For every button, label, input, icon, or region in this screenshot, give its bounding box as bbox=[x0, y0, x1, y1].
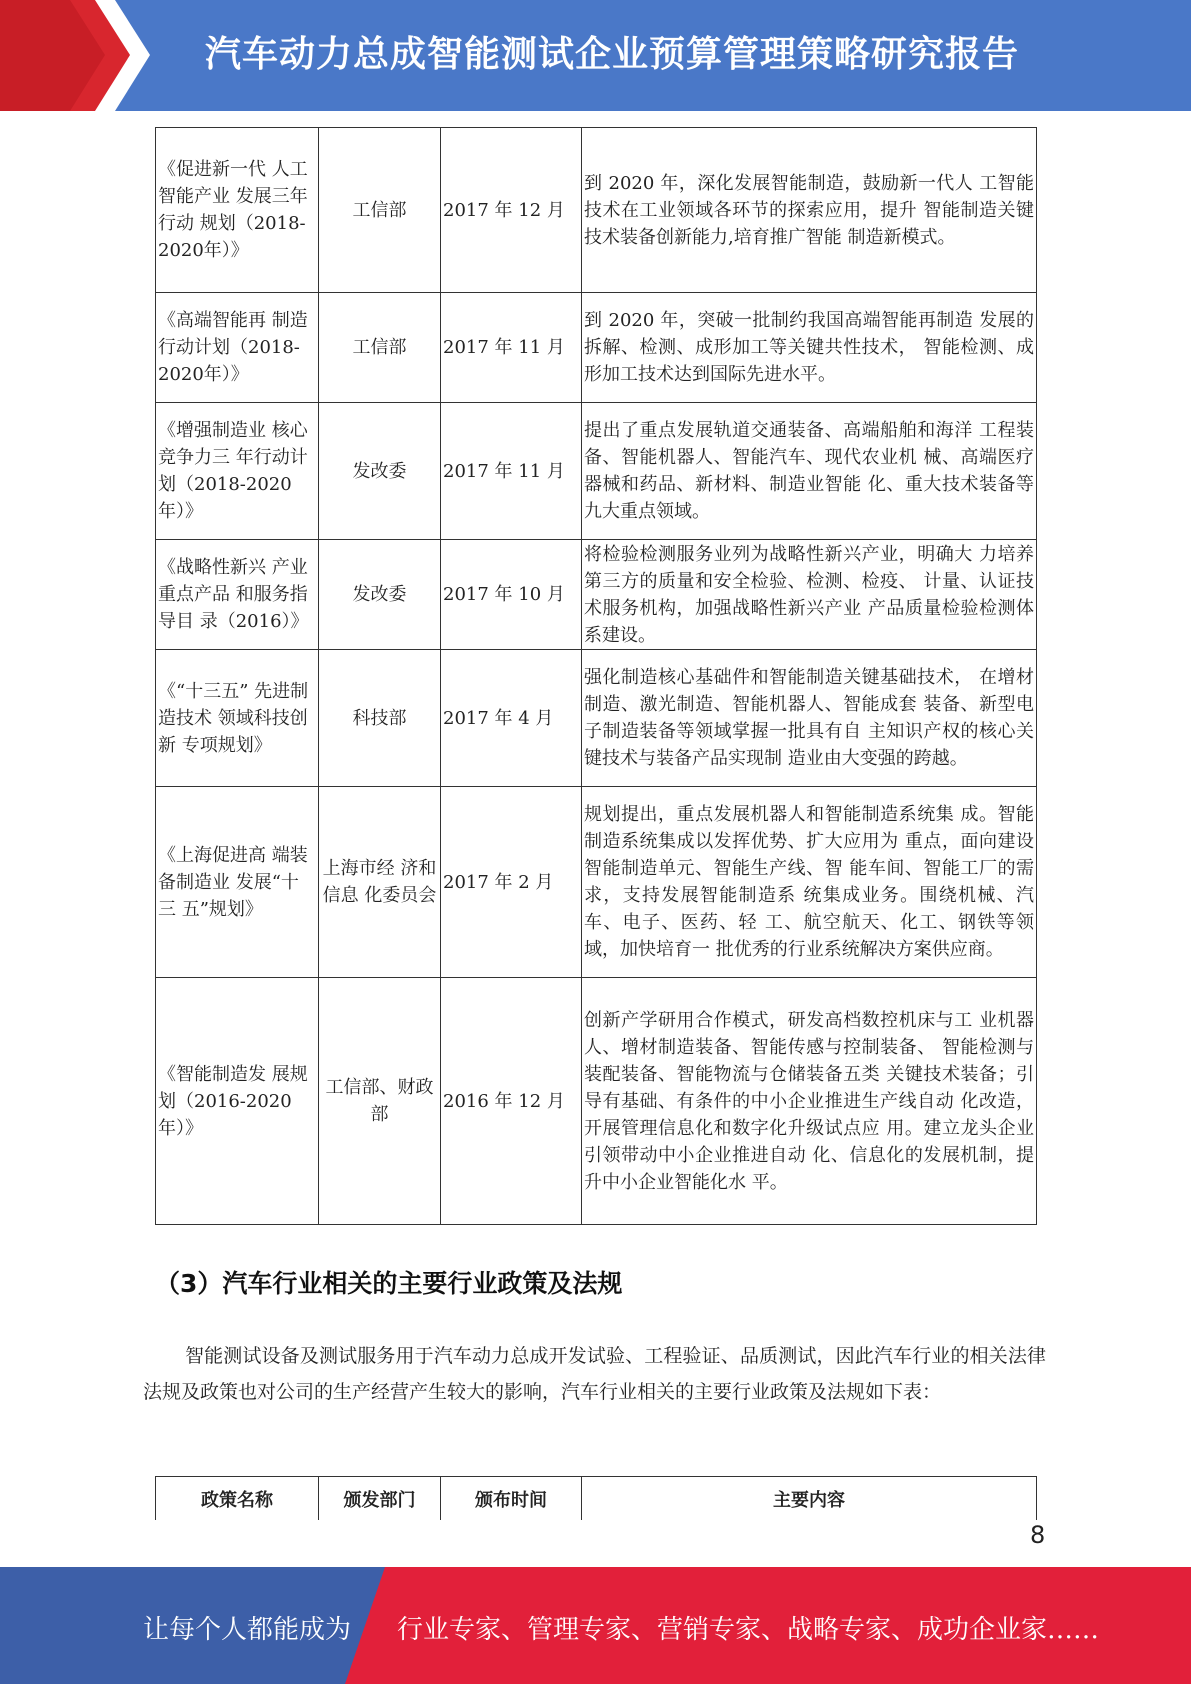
policy-content-cell: 提出了重点发展轨道交通装备、高端船舶和海洋 工程装备、智能机器人、智能汽车、现代农业机 械、高端医疗器械和药品、新材料、制造业智能 化、重大技术装备等九大重点领域。 bbox=[582, 403, 1037, 540]
body-paragraph: 智能测试设备及测试服务用于汽车动力总成开发试验、工程验证、品质测试，因此汽车行业的相关法律法规及政策也对公司的生产经营产生较大的影响，汽车行业相关的主要行业政策及法规如下表： bbox=[143, 1345, 1046, 1403]
policy-content-cell: 到 2020 年，突破一批制约我国高端智能再制造 发展的拆解、检测、成形加工等关键共性技术， 智能检测、成形加工技术达到国际先进水平。 bbox=[582, 293, 1037, 403]
policy-content-cell: 规划提出，重点发展机器人和智能制造系统集 成。智能制造系统集成以发挥优势、扩大应用为 重点，面向建设智能制造单元、智能生产线、智 能车间、智能工厂的需求，支持发展智能制造系 统集成业务。围绕机械、汽车、电子、医药、轻 工、航空航天、化工、钢铁等领域，加快培育一 批优秀的行业系统解决方案供应商。 bbox=[582, 787, 1037, 978]
policy-date-cell: 2017 年 12 月 bbox=[441, 128, 582, 293]
footer-slogan-right: 行业专家、管理专家、营销专家、战略专家、成功企业家…… bbox=[397, 1615, 1100, 1645]
policy-dept-cell: 工信部 bbox=[319, 293, 441, 403]
policy-dept-cell: 发改委 bbox=[319, 403, 441, 540]
policy-name-cell: 《上海促进高 端装备制造业 发展“十三 五”规划》 bbox=[156, 787, 319, 978]
policy-name-cell: 《高端智能再 制造行动计划（2018-2020年）》 bbox=[156, 293, 319, 403]
column-header: 颁布时间 bbox=[441, 1477, 582, 1521]
policy-content-cell: 到 2020 年，深化发展智能制造，鼓励新一代人 工智能技术在工业领域各环节的探索应用，提升 智能制造关键技术装备创新能力,培育推广智能 制造新模式。 bbox=[582, 128, 1037, 293]
table-row bbox=[156, 403, 1037, 540]
policy-dept-cell: 发改委 bbox=[319, 540, 441, 650]
next-table-header bbox=[155, 1476, 1037, 1520]
footer-slogan-left: 让每个人都能成为 bbox=[143, 1615, 352, 1645]
table-row bbox=[156, 293, 1037, 403]
policy-name-cell: 《促进新一代 人工智能产业 发展三年行动 规划（2018-2020年）》 bbox=[156, 128, 319, 293]
policy-content-cell: 创新产学研用合作模式，研发高档数控机床与工 业机器人、增材制造装备、智能传感与控制装备、 智能检测与装配装备、智能物流与仓储装备五类 关键技术装备；引导有基础、有条件的中小企业推进生产线自动 化改造，开展管理信息化和数字化升级试点应 用。建立龙头企业引领带动中小企业推进自动 化、信息化的发展机制，提升中小企业智能化水 平。 bbox=[582, 978, 1037, 1225]
policy-date-cell: 2016 年 12 月 bbox=[441, 978, 582, 1225]
policy-table bbox=[155, 127, 1037, 1225]
column-header: 颁发部门 bbox=[319, 1477, 441, 1521]
column-header: 政策名称 bbox=[156, 1477, 319, 1521]
page-footer bbox=[0, 1567, 1191, 1684]
document-title: 汽车动力总成智能测试企业预算管理策略研究报告 bbox=[205, 34, 1020, 75]
policy-name-cell: 《“十三五” 先进制造技术 领域科技创新 专项规划》 bbox=[156, 650, 319, 787]
policy-name-cell: 《智能制造发 展规划（2016-2020年）》 bbox=[156, 978, 319, 1225]
policy-dept-cell: 上海市经 济和信息 化委员会 bbox=[319, 787, 441, 978]
policy-content-cell: 强化制造核心基础件和智能制造关键基础技术， 在增材制造、激光制造、智能机器人、智能成套 装备、新型电子制造装备等领域掌握一批具有自 主知识产权的核心关键技术与装备产品实现制 造业由大变强的跨越。 bbox=[582, 650, 1037, 787]
policy-date-cell: 2017 年 11 月 bbox=[441, 403, 582, 540]
table-row bbox=[156, 787, 1037, 978]
table-header-row bbox=[156, 1477, 1037, 1521]
policy-date-cell: 2017 年 4 月 bbox=[441, 650, 582, 787]
policy-content-cell: 将检验检测服务业列为战略性新兴产业，明确大 力培养第三方的质量和安全检验、检测、检疫、 计量、认证技术服务机构，加强战略性新兴产业 产品质量检验检测体系建设。 bbox=[582, 540, 1037, 650]
table-row bbox=[156, 540, 1037, 650]
table-row bbox=[156, 650, 1037, 787]
policy-dept-cell: 工信部 bbox=[319, 128, 441, 293]
page-number: 8 bbox=[1030, 1521, 1046, 1549]
policy-date-cell: 2017 年 10 月 bbox=[441, 540, 582, 650]
page-header bbox=[0, 0, 1191, 111]
policy-dept-cell: 科技部 bbox=[319, 650, 441, 787]
policy-dept-cell: 工信部、财政部 bbox=[319, 978, 441, 1225]
table-row bbox=[156, 128, 1037, 293]
policy-name-cell: 《增强制造业 核心竞争力三 年行动计划（2018-2020年）》 bbox=[156, 403, 319, 540]
table-row bbox=[156, 978, 1037, 1225]
section-heading: （3）汽车行业相关的主要行业政策及法规 bbox=[155, 1269, 623, 1298]
policy-date-cell: 2017 年 11 月 bbox=[441, 293, 582, 403]
column-header: 主要内容 bbox=[582, 1477, 1037, 1521]
policy-date-cell: 2017 年 2 月 bbox=[441, 787, 582, 978]
policy-name-cell: 《战略性新兴 产业重点产品 和服务指导目 录（2016）》 bbox=[156, 540, 319, 650]
